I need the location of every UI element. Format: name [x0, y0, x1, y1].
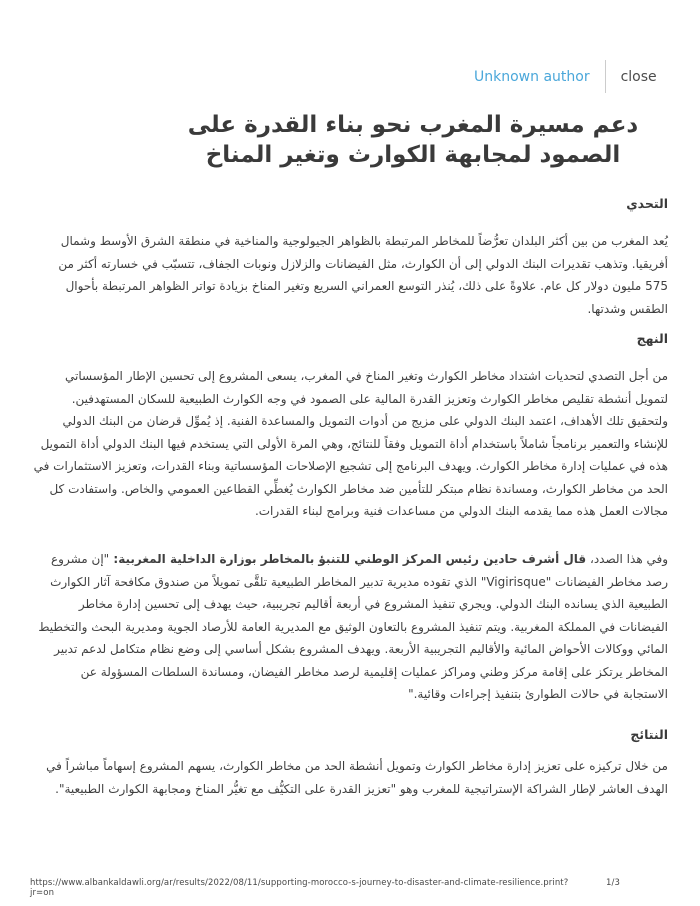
- section-heading-approach: النهج: [636, 331, 668, 346]
- print-footer: [30, 878, 620, 898]
- section-heading-challenge: التحدي: [626, 196, 668, 211]
- quote-speaker: قال أشرف حادين رئيس المركز الوطني للتنبؤ بالمخاطر بوزارة الداخلية المغربية:: [109, 552, 587, 566]
- section-heading-results: النتائج: [630, 727, 668, 742]
- footer-url: https://www.albankaldawli.org/ar/results/2022/08/11/supporting-morocco-s-journey-to-disaster-and-climate-resilience.print?jr=on: [30, 878, 569, 898]
- challenge-paragraph: يُعد المغرب من بين أكثر البلدان تعرُّضاً للمخاطر المرتبطة بالظواهر الجيولوجية والمناخية في منطقة الشرق الأوسط وشمال أفريقيا. وتذهب تقديرات البنك الدولي إلى أن الكوارث، مثل الفيضانات والزلازل ونوبات الجفاف، تتسبّب في خسارته أكثر من 575 مليون دولار كل عام. علاوةً على ذلك، يُنذر التوسع العمراني السريع وتغير المناخ بزيادة تواتر الظواهر المرتبطة بأحوال الطقس وشدتها.: [58, 234, 668, 316]
- quote-text: "إن مشروع رصد مخاطر الفيضانات "Vigirisque" الذي تقوده مديرية تدبير المخاطر الطبيعية تلقَّى تمويلاً من صندوق مكافحة آثار الكوارث الطبيعية الذي يسانده البنك الدولي. ويجري تنفيذ المشروع في أربعة أقاليم تجريبية، حيث يهدف إلى تحسين إدارة مخاطر الفيضانات في المملكة المغربية. ويتم تنفيذ المشروع بالتعاون الوثيق مع المديرية العامة للأرصاد الجوية ومديرية البحث والتخطيط المائي ووكالات الأحواض المائية والأقاليم التجريبية الأربعة. ويهدف المشروع بشكل أساسي إلى وضع نظام متكامل لدعم تدبير المخاطر يرتكز على إقامة مركز وطني ومراكز عمليات إقليمية لرصد مخاطر الفيضان، ومساندة السلطات المسؤولة عن الاستجابة في حالات الطوارئ بتنفيذ إجراءات وقائية.": [38, 552, 668, 701]
- results-paragraph: من خلال تركيزه على تعزيز إدارة مخاطر الكوارث وتمويل أنشطة الحد من مخاطر الكوارث، يسهم المشروع إسهاماً مباشراً في الهدف العاشر لإطار الشراكة الإستراتيجية للمغرب وهو "تعزيز القدرة على التكيُّف مع تغيُّر المناخ ومجابهة الكوارث الطبيعية".: [46, 759, 668, 796]
- print-header: [474, 60, 657, 93]
- article-title: دعم مسيرة المغرب نحو بناء القدرة على الصمود لمجابهة الكوارث وتغير المناخ: [187, 112, 639, 168]
- quote-paragraph: [32, 548, 668, 706]
- approach-paragraph: من أجل التصدي لتحديات اشتداد مخاطر الكوارث وتغير المناخ في المغرب، يسعى المشروع إلى تحسين الإطار المؤسساتي لتمويل أنشطة تقليص مخاطر الكوارث وتعزيز القدرة المالية على الصمود في وجه الكوارث الطبيعية للسكان المستهدفين. ولتحقيق تلك الأهداف، اعتمد البنك الدولي على مزيج من أدوات التمويل والمساعدة الفنية. إذ يُموِّل قرضان من البنك الدولي للإنشاء والتعمير برنامجاً شاملاً باستخدام أداة التمويل وفقاً للنتائج، وهي المرة الأولى التي يستخدم فيها البنك الدولي أداة التمويل هذه في عمليات إدارة مخاطر الكوارث. ويهدف البرنامج إلى تشجيع الإصلاحات المؤسساتية وبناء القدرات، وتعزيز الاستثمارات في الحد من مخاطر الكوارث، ومساندة نظام مبتكر للتأمين ضد مخاطر الكوارث يُغطِّي القطاعين العمومي والخاص. واستفادت كل مجالات العمل هذه مما يقدمه البنك الدولي من مساعدات فنية وبرامج لبناء القدرات.: [33, 369, 668, 518]
- author-link[interactable]: Unknown author: [474, 68, 590, 85]
- page-indicator: 1/3: [606, 878, 620, 888]
- close-button[interactable]: close: [620, 68, 657, 85]
- quote-prefix: وفي هذا الصدد،: [586, 552, 668, 566]
- header-divider: [605, 60, 606, 93]
